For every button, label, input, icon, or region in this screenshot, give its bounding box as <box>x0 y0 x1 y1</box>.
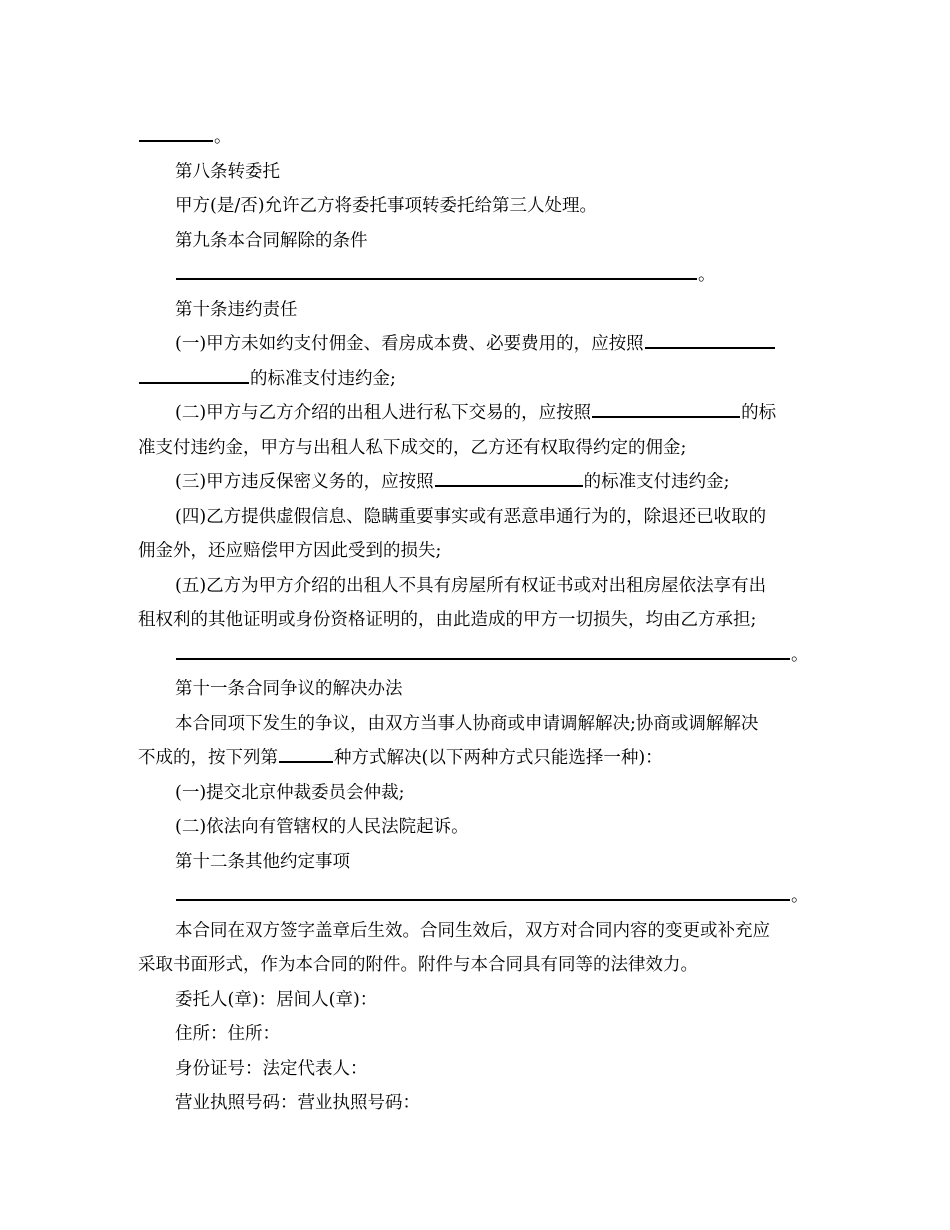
line-text: (四)乙方提供虚假信息、隐瞒重要事实或有恶意串通行为的，除退还已收取的 <box>175 506 767 527</box>
line-text: (五)乙方为甲方介绍的出租人不具有房屋所有权证书或对出租房屋依法享有出 <box>175 575 767 596</box>
text-line <box>138 603 816 638</box>
line-text: 采取书面形式，作为本合同的附件。附件与本合同具有同等的法律效力。 <box>138 955 698 975</box>
text-line <box>138 293 816 328</box>
fill-in-blank <box>176 887 790 901</box>
line-text: 住所：住所： <box>175 1024 280 1044</box>
line-text: 租权利的其他证明或身份资格证明的，由此造成的甲方一切损失，均由乙方承担; <box>138 610 757 630</box>
text-line <box>138 120 816 155</box>
fill-in-blank <box>176 646 790 660</box>
line-text: 第十二条其他约定事项 <box>175 851 350 872</box>
text-line <box>138 638 816 673</box>
fill-in-blank <box>645 335 775 349</box>
fill-in-blank <box>279 749 333 763</box>
text-line <box>138 672 816 707</box>
text-line <box>138 810 816 845</box>
text-line <box>138 1017 816 1052</box>
text-line <box>138 327 816 362</box>
text-line <box>138 500 816 535</box>
text-line <box>138 396 816 431</box>
text-line <box>138 431 816 466</box>
text-line <box>138 707 816 742</box>
text-line <box>138 948 816 983</box>
line-text: (三)甲方违反保密义务的，应按照 <box>175 472 434 492</box>
text-line <box>138 741 816 776</box>
line-text-after-blank: 。 <box>791 644 809 665</box>
line-text: 准支付违约金，甲方与出租人私下成交的，乙方还有权取得约定的佣金; <box>138 437 687 458</box>
line-text: 第十一条合同争议的解决办法 <box>175 679 403 699</box>
text-line <box>138 983 816 1018</box>
line-text-after-blank: 。 <box>791 886 809 906</box>
text-line <box>138 1086 816 1121</box>
line-text: (二)依法向有管辖权的人民法院起诉。 <box>175 817 469 837</box>
text-line <box>138 534 816 569</box>
text-line <box>138 189 816 224</box>
line-text: (一)甲方未如约支付佣金、看房成本费、必要费用的，应按照 <box>175 334 644 354</box>
text-line <box>138 465 816 500</box>
line-text: 不成的，按下列第 <box>138 748 278 768</box>
text-line <box>138 569 816 604</box>
text-line <box>138 845 816 880</box>
line-text-after-blank: 。 <box>214 127 232 147</box>
line-text-after-blank: 的标准支付违约金; <box>250 368 396 389</box>
line-text: (二)甲方与乙方介绍的出租人进行私下交易的，应按照 <box>175 403 592 423</box>
line-text: 第九条本合同解除的条件 <box>175 230 368 251</box>
fill-in-blank <box>139 128 213 142</box>
contract-text <box>138 120 816 1121</box>
line-text: 第八条转委托 <box>175 161 280 182</box>
text-line <box>138 224 816 259</box>
text-line <box>138 155 816 190</box>
line-text-after-blank: 。 <box>698 265 716 285</box>
line-text: 本合同在双方签字盖章后生效。合同生效后，双方对合同内容的变更或补充应 <box>175 920 770 941</box>
line-text: 委托人(章)：居间人(章)： <box>175 989 378 1010</box>
text-line <box>138 362 816 397</box>
fill-in-blank <box>176 266 697 280</box>
text-line <box>138 258 816 293</box>
line-text: 本合同项下发生的争议，由双方当事人协商或申请调解解决;协商或调解解决 <box>175 713 759 734</box>
line-text-after-blank: 种方式解决(以下两种方式只能选择一种)： <box>334 748 663 768</box>
fill-in-blank <box>435 473 583 487</box>
text-line <box>138 879 816 914</box>
line-text: 佣金外，还应赔偿甲方因此受到的损失; <box>138 541 442 561</box>
line-text: 第十条违约责任 <box>175 299 298 320</box>
text-line <box>138 776 816 811</box>
fill-in-blank <box>139 370 249 384</box>
line-text: 甲方(是/否)允许乙方将委托事项转委托给第三人处理。 <box>175 196 598 216</box>
text-line <box>138 914 816 949</box>
line-text: 营业执照号码：营业执照号码： <box>175 1093 420 1113</box>
text-line <box>138 1052 816 1087</box>
line-text-after-blank: 的标准支付违约金; <box>583 472 730 492</box>
line-text-after-blank: 的标 <box>741 403 777 423</box>
fill-in-blank <box>592 404 740 418</box>
line-text: 身份证号：法定代表人： <box>175 1058 368 1079</box>
line-text: (一)提交北京仲裁委员会仲裁; <box>175 782 405 803</box>
